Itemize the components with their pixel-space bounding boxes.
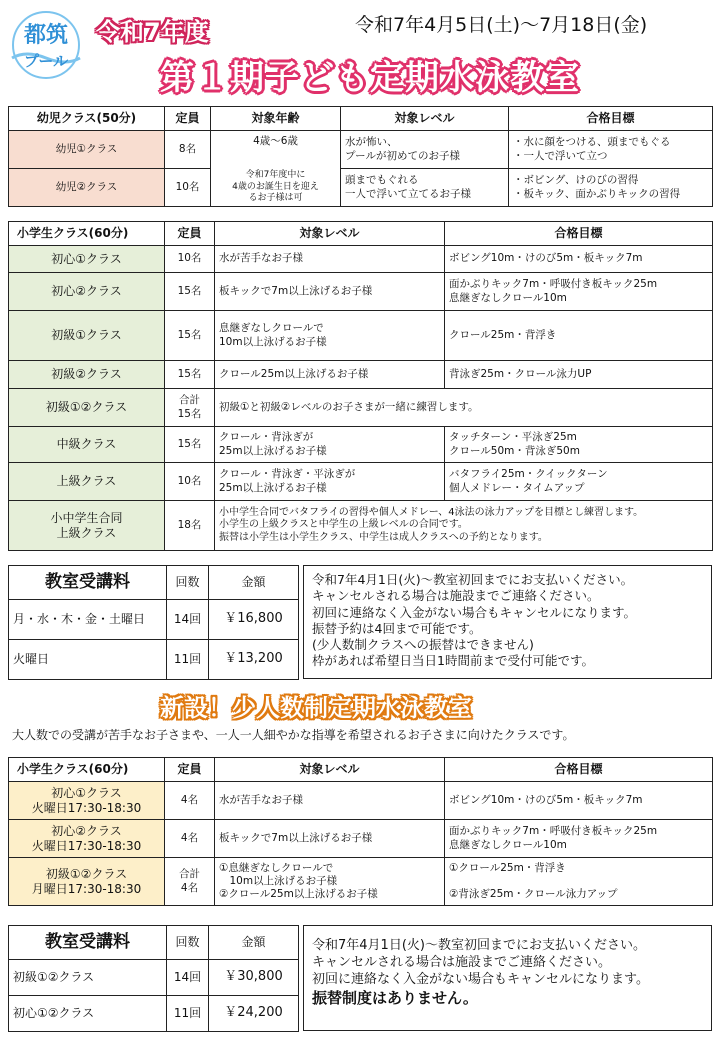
fee-count: 11回 [167, 640, 209, 680]
note-line: 振替制度はありません。 [312, 988, 478, 1007]
target-level: 水が苦手なお子様 [215, 246, 445, 273]
pass-goal: 面かぶりキック7m・呼吸付き板キック25m 息継ぎなしクロール10m [445, 273, 713, 311]
fee-price: ￥30,800 [209, 960, 299, 996]
pass-goal: ボビング10m・けのび5m・板キック7m [445, 246, 713, 273]
target-level: 水が苦手なお子様 [215, 782, 445, 820]
capacity: 合計 4名 [165, 858, 215, 906]
fee-count: 14回 [167, 600, 209, 640]
table-row [9, 311, 713, 361]
fee-day: 初級①②クラス [9, 960, 167, 996]
col-header: 定員 [165, 222, 215, 246]
fee-day: 初心①②クラス [9, 996, 167, 1032]
fee-price: ￥16,800 [209, 600, 299, 640]
pass-goal: ・水に顔をつける、頭までもぐる ・一人で浮いて立つ [509, 131, 713, 169]
fee-price: ￥13,200 [209, 640, 299, 680]
col-header: 定員 [165, 758, 215, 782]
class-name: 初心①クラス 火曜日17:30-18:30 [9, 782, 165, 820]
fiscal-year-title: 令和7年度 [96, 18, 209, 46]
fee-table [8, 565, 299, 680]
table-row [9, 169, 713, 207]
class-name: 初級①クラス [9, 311, 165, 361]
note-line: 令和7年4月1日(火)～教室初回までにお支払いください。 [312, 938, 646, 953]
target-level: クロール・背泳ぎ・平泳ぎが 25m以上泳げるお子様 [215, 463, 445, 501]
note-line: キャンセルされる場合は施設までご連絡ください。 [312, 588, 600, 604]
fee-count: 14回 [167, 960, 209, 996]
capacity: 4名 [165, 782, 215, 820]
table-row [9, 960, 299, 996]
class-name: 幼児①クラス [9, 131, 165, 169]
table-row [9, 389, 713, 427]
fee-day: 火曜日 [9, 640, 167, 680]
capacity: 8名 [165, 131, 211, 169]
combined-description: 初級①と初級②レベルのお子さまが一緒に練習します。 [215, 389, 713, 427]
table-row [9, 427, 713, 463]
table-row [9, 273, 713, 311]
col-header: 合格目標 [445, 222, 713, 246]
pass-goal: ①クロール25m・背浮き ②背泳ぎ25m・クロール泳力アップ [445, 858, 713, 906]
class-name: 初級①②クラス [9, 389, 165, 427]
fee-day: 月・水・木・金・土曜日 [9, 600, 167, 640]
new-section-title: 新設！少人数制定期水泳教室 [160, 694, 472, 722]
col-header: 幼児クラス(50分) [9, 107, 165, 131]
note-line: 振替予約は4回まで可能です。 [312, 620, 482, 636]
fee-notes [303, 565, 712, 679]
note-line: 初回に連絡なく入金がない場合もキャンセルになります。 [312, 604, 637, 620]
pass-goal: 面かぶりキック7m・呼吸付き板キック25m 息継ぎなしクロール10m [445, 820, 713, 858]
fee-header: 金額 [209, 566, 299, 600]
capacity: 15名 [165, 427, 215, 463]
table-row [9, 996, 299, 1032]
page-title: 第１期子ども定期水泳教室 [160, 58, 580, 98]
small-fee-table [8, 925, 299, 1032]
note-line: 初回に連絡なく入金がない場合もキャンセルになります。 [312, 971, 649, 987]
capacity: 合計 15名 [165, 389, 215, 427]
target-age: 4歳～6歳 [211, 131, 341, 169]
fee-header: 教室受講料 [9, 566, 167, 600]
class-name: 初級①②クラス 月曜日17:30-18:30 [9, 858, 165, 906]
col-header: 小学生クラス(60分) [9, 222, 165, 246]
small-fee-notes [303, 925, 712, 1031]
col-header: 合格目標 [509, 107, 713, 131]
note-line: 枠があれば希望日当日1時間前まで受付可能です。 [312, 653, 594, 669]
capacity: 10名 [165, 463, 215, 501]
logo-text-bottom: プール [23, 52, 69, 70]
capacity: 10名 [165, 246, 215, 273]
class-name: 幼児②クラス [9, 169, 165, 207]
toddler-class-table [8, 106, 713, 207]
note-line: (少人数制クラスへの振替はできません) [312, 637, 534, 652]
capacity: 18名 [165, 501, 215, 551]
fee-price: ￥24,200 [209, 996, 299, 1032]
class-name: 小中学生合同 上級クラス [9, 501, 165, 551]
target-level: クロール・背泳ぎが 25m以上泳げるお子様 [215, 427, 445, 463]
target-level: 頭までもぐれる 一人で浮いて立てるお子様 [341, 169, 509, 207]
col-header: 合格目標 [445, 758, 713, 782]
table-row [9, 246, 713, 273]
target-level: 水が怖い、 プールが初めてのお子様 [341, 131, 509, 169]
fee-header: 教室受講料 [9, 926, 167, 960]
date-range: 令和7年4月5日(土)～7月18日(金) [355, 14, 648, 36]
small-class-table [8, 757, 713, 906]
col-header: 対象レベル [215, 758, 445, 782]
col-header: 対象年齢 [211, 107, 341, 131]
capacity: 15名 [165, 311, 215, 361]
pass-goal: 背泳ぎ25m・クロール泳力UP [445, 361, 713, 389]
target-age-note: 令和7年度中に 4歳のお誕生日を迎え るお子様は可 [211, 169, 341, 207]
new-section-description: 大人数での受講が苦手なお子さまや、一人一人細やかな指導を希望されるお子さまに向けたクラスです。 [12, 728, 575, 742]
target-level: 板キックで7m以上泳げるお子様 [215, 820, 445, 858]
pass-goal: バタフライ25m・クイックターン 個人メドレー・タイムアップ [445, 463, 713, 501]
col-header: 小学生クラス(60分) [9, 758, 165, 782]
note-line: 令和7年4月1日(火)～教室初回までにお支払いください。 [312, 572, 634, 587]
table-row [9, 361, 713, 389]
fee-header: 金額 [209, 926, 299, 960]
target-level: ①息継ぎなしクロールで 10m以上泳げるお子様 ②クロール25m以上泳げるお子様 [215, 858, 445, 906]
elementary-class-table [8, 221, 713, 551]
capacity: 15名 [165, 273, 215, 311]
capacity: 10名 [165, 169, 211, 207]
pass-goal: ・ボビング、けのびの習得 ・板キック、面かぶりキックの習得 [509, 169, 713, 207]
fee-header: 回数 [167, 926, 209, 960]
pool-logo [6, 10, 86, 80]
class-name: 初級②クラス [9, 361, 165, 389]
target-level: 板キックで7m以上泳げるお子様 [215, 273, 445, 311]
class-name: 初心②クラス [9, 273, 165, 311]
table-row [9, 501, 713, 551]
table-row [9, 600, 299, 640]
logo-text-top: 都筑 [23, 23, 69, 48]
pass-goal: クロール25m・背浮き [445, 311, 713, 361]
table-row [9, 131, 713, 169]
target-level: クロール25m以上泳げるお子様 [215, 361, 445, 389]
table-row [9, 820, 713, 858]
note-line: キャンセルされる場合は施設までご連絡ください。 [312, 954, 612, 970]
col-header: 対象レベル [341, 107, 509, 131]
table-row [9, 782, 713, 820]
table-row [9, 858, 713, 906]
pass-goal: タッチターン・平泳ぎ25m クロール50m・背泳ぎ50m [445, 427, 713, 463]
class-name: 上級クラス [9, 463, 165, 501]
pass-goal: ボビング10m・けのび5m・板キック7m [445, 782, 713, 820]
class-name: 初心②クラス 火曜日17:30-18:30 [9, 820, 165, 858]
capacity: 4名 [165, 820, 215, 858]
combined-description: 小中学生合同でバタフライの習得や個人メドレー、4泳法の泳力アップを目標とし練習します。 小学生の上級クラスと中学生の上級レベルの合同です。 振替は小学生は小学生クラス、中学生は成人クラスへの予約となります。 [215, 501, 713, 551]
class-name: 中級クラス [9, 427, 165, 463]
col-header: 対象レベル [215, 222, 445, 246]
capacity: 15名 [165, 361, 215, 389]
table-row [9, 463, 713, 501]
fee-count: 11回 [167, 996, 209, 1032]
fee-header: 回数 [167, 566, 209, 600]
col-header: 定員 [165, 107, 211, 131]
table-row [9, 640, 299, 680]
class-name: 初心①クラス [9, 246, 165, 273]
target-level: 息継ぎなしクロールで 10m以上泳げるお子様 [215, 311, 445, 361]
